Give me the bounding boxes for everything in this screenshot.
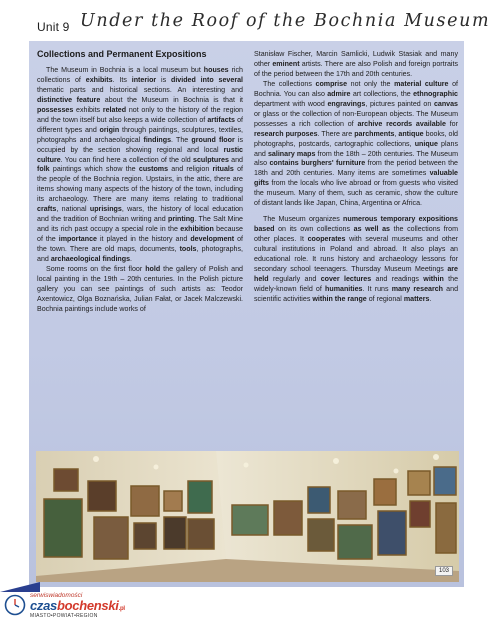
logo-name: czasbochenski.pl	[30, 598, 125, 613]
paragraph: Stanisław Fischer, Marcin Samlicki, Ludwik Stasiak and many other eminent artists. There are also Polish and foreign portraits of the period between the 17th and 20th centuries.	[254, 50, 459, 78]
clock-icon	[4, 594, 26, 616]
paragraph: Some rooms on the first floor hold the gallery of Polish and local painting in the 19th – 20th centuries. In the Polish picture gallery you can see paintings of such artists as: Teodor Axentowicz, Olga Boznańska, Julian Fałat, or Jacek Malczewski. Bochnia paintings include works of	[37, 265, 244, 313]
unit-label: Unit 9	[37, 20, 70, 34]
paragraph: The Museum organizes numerous temporary expositions based on its own collections as well as the collections from other places. It cooperates with several museums and other cultural institutions in Poland and abroad. It also plays an educational role. It runs history and archaeology lessons for secondary school teenagers. Thursday Museum Meetings are held regularly and cover lectures and readings within the widely-known field of humanities. It runs many research and scientific activities within the range of regional matters.	[254, 215, 459, 303]
section-heading: Collections and Permanent Expositions	[37, 49, 207, 59]
page-corner-fold	[0, 582, 40, 592]
gallery-photo	[36, 451, 459, 582]
page-header	[0, 0, 493, 40]
text-column-right	[254, 50, 458, 305]
logo-prefix: serwiswiadomości	[30, 592, 83, 599]
text-column-left	[37, 50, 243, 315]
gallery-room-illustration	[36, 451, 459, 582]
paragraph: The Museum in Bochnia is a local museum but houses rich collections of exhibits. Its interior is divided into several thematic parts and historical sections. An interesting and distinctive feature about the Museum in Bochnia is that it possesses exhibits related not only to the history of the region and the town itself but also keeps a wide collection of artifacts of different types and origin through paintings, sculptures, textiles, photographs and archaeological findings. The ground floor is occupied by the section showing regional and local rustic culture. You can find here a collection of the old sculptures and folk paintings which show the customs and religion rituals of the people of the Bochnia region. Upstairs, in the attic, there are items showing many aspects of the history of the town, including its archaeology. There are many items relating to traditional crafts, national uprisings, wars, the history of local education and the tradition of Bochnian writing and printing. The Salt Mine and its rich past occupy a special role in the exhibition because of the importance it played in the history and development of the town. There are old maps, documents, tools, photographs, and archaeological findings.	[37, 65, 244, 264]
logo-tagline: MIASTO•POWIAT•REGION	[30, 613, 98, 619]
publisher-logo	[2, 592, 172, 620]
page-number: 103	[435, 566, 453, 576]
unit-title: Under the Roof of the Bochnia Museum	[80, 11, 491, 31]
paragraph: The collections comprise not only the material culture of Bochnia. You can also admire art collections, the ethnographic department with wood engravings, pictures painted on canvas or glass or the collection of non-European objects. The Museum possesses a rich collection of archive records available for research purposes. There are parchments, antique books, old photographs, postcards, cartographic collections, unique plans and salinary maps from the 18th – 20th centuries. The Museum also contains burghers' furniture from the period between the 18th and 20th centuries. Many items are sometimes valuable gifts from the locals who live abroad or from guests who visited the museum. Many of them, such as ceramic, show the culture of distant lands like Japan, China, Argentina or Africa.	[254, 79, 459, 208]
